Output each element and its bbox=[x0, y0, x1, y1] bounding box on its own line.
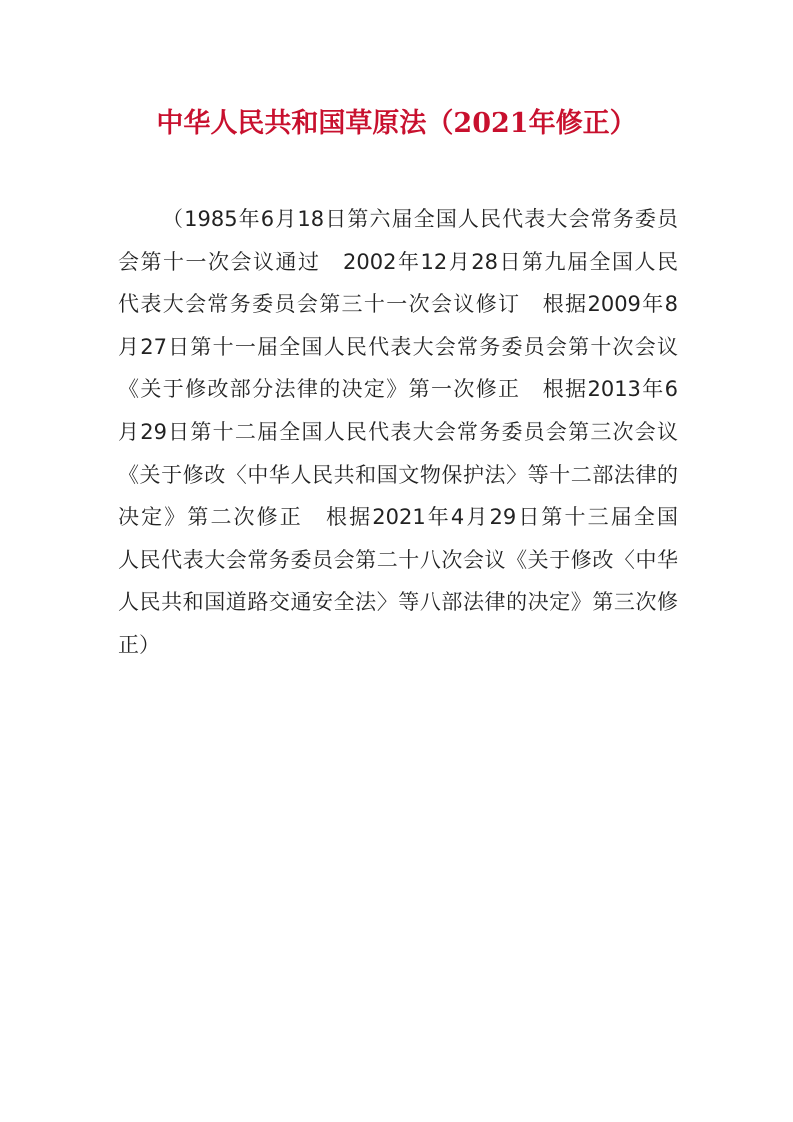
preamble-line: 人民代表大会常务委员会第二十八次会议《关于修改〈中华 bbox=[118, 547, 678, 572]
preamble-line: 会第十一次会议通过 2002年12月28日第九届全国人民 bbox=[118, 249, 678, 274]
preamble-line: 正） bbox=[118, 632, 160, 657]
preamble-line: 月27日第十一届全国人民代表大会常务委员会第十次会议 bbox=[118, 334, 678, 359]
preamble-line: 代表大会常务委员会第三十一次会议修订 根据2009年8 bbox=[118, 292, 678, 317]
amendment-history-preamble bbox=[118, 198, 678, 667]
preamble-line: 《关于修改〈中华人民共和国文物保护法〉等十二部法律的 bbox=[118, 462, 678, 487]
preamble-line: 人民共和国道路交通安全法〉等八部法律的决定》第三次修 bbox=[118, 590, 678, 615]
preamble-line: （1985年6月18日第六届全国人民代表大会常务委员 bbox=[162, 207, 678, 231]
preamble-line: 《关于修改部分法律的决定》第一次修正 根据2013年6 bbox=[118, 377, 678, 402]
preamble-line: 决定》第二次修正 根据2021年4月29日第十三届全国 bbox=[118, 505, 678, 530]
document-title: 中华人民共和国草原法（2021年修正） bbox=[156, 108, 637, 139]
preamble-line: 月29日第十二届全国人民代表大会常务委员会第三次会议 bbox=[118, 419, 678, 444]
